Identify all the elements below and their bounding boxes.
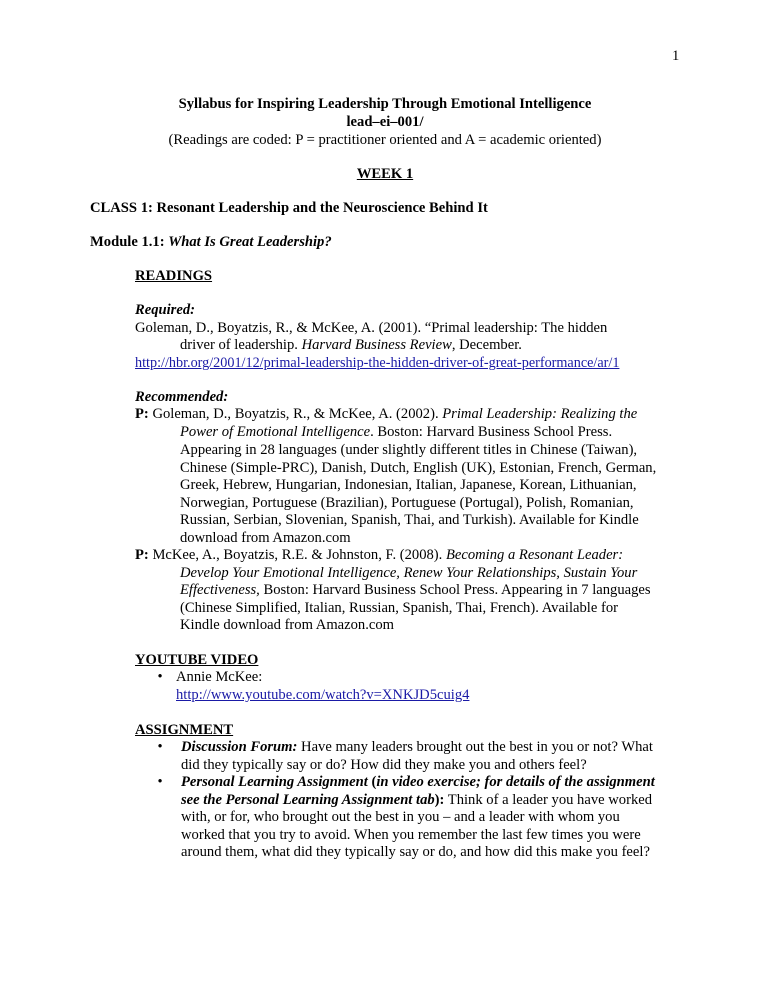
recommended-item-1-line1: P: Goleman, D., Boyatzis, R., & McKee, A. (2002). Primal Leadership: Realizing the: [135, 406, 638, 422]
readings-code-note: (Readings are coded: P = practitioner oriented and A = academic oriented): [168, 132, 602, 148]
personal-learning-line1: Personal Learning Assignment (in video exercise; for details of the assignment: [181, 774, 655, 790]
recommended-item-2-line4: (Chinese Simplified, Italian, Russian, Spanish, Thai, French). Available for: [180, 600, 619, 616]
class-heading: CLASS 1: Resonant Leadership and the Neuroscience Behind It: [90, 200, 488, 216]
reading-code: P:: [135, 547, 149, 563]
personal-learning-label: Personal Learning Assignment: [181, 774, 368, 790]
reading-code: P:: [135, 406, 149, 422]
recommended-label: Recommended:: [135, 389, 229, 405]
assignment-heading: ASSIGNMENT: [135, 722, 234, 738]
recommended-item-1-line5: Greek, Hebrew, Hungarian, Indonesian, Italian, Japanese, Korean, Lithuanian,: [180, 477, 637, 493]
module-title: What Is Great Leadership?: [168, 234, 332, 250]
bullet-icon: •: [157, 669, 163, 685]
youtube-heading: YOUTUBE VIDEO: [135, 652, 259, 668]
personal-learning-line2: see the Personal Learning Assignment tab): Think of a leader you have worked: [181, 792, 653, 808]
module-prefix: Module 1.1:: [90, 234, 165, 250]
discussion-forum-line1: Discussion Forum: Have many leaders brought out the best in you or not? What: [181, 739, 653, 755]
personal-learning-line4: worked that you try to avoid. When you remember the last few times you were: [181, 827, 641, 843]
youtube-video-link[interactable]: http://www.youtube.com/watch?v=XNKJD5cuig4: [176, 687, 470, 703]
course-code: lead–ei–001/: [346, 114, 424, 130]
recommended-item-2-line1: P: McKee, A., Boyatzis, R.E. & Johnston, F. (2008). Becoming a Resonant Leader:: [135, 547, 624, 563]
discussion-forum-line2: did they typically say or do? How did they make you and others feel?: [181, 757, 587, 773]
week-heading: WEEK 1: [356, 166, 414, 182]
syllabus-title: Syllabus for Inspiring Leadership Through Emotional Intelligence: [178, 96, 592, 112]
recommended-item-1-line7: Russian, Serbian, Slovenian, Spanish, Thai, and Turkish). Available for Kindle: [180, 512, 639, 528]
discussion-forum-label: Discussion Forum:: [181, 739, 298, 755]
personal-learning-line3: with, or for, who brought out the best in you – and a leader with whom you: [181, 809, 620, 825]
recommended-item-1-line4: Chinese (Simple-PRC), Danish, Dutch, English (UK), Estonian, French, German,: [180, 460, 657, 476]
hbr-article-link[interactable]: http://hbr.org/2001/12/primal-leadership-the-hidden-driver-of-great-performance/ar/1: [135, 355, 620, 371]
recommended-item-2-line3: Effectiveness, Boston: Harvard Business School Press. Appearing in 7 languages: [180, 582, 651, 598]
youtube-item-label: Annie McKee:: [176, 669, 263, 685]
readings-heading: READINGS: [135, 268, 213, 284]
personal-learning-line5: around them, what did they typically say or do, and how did this make you feel?: [181, 844, 650, 860]
recommended-item-1-line3: Appearing in 28 languages (under slightly different titles in Chinese (Taiwan),: [180, 442, 638, 458]
recommended-item-1-line2: Power of Emotional Intelligence. Boston: Harvard Business School Press.: [180, 424, 613, 440]
required-label: Required:: [135, 302, 195, 318]
recommended-item-2-line2: Develop Your Emotional Intelligence, Renew Your Relationships, Sustain Your: [180, 565, 638, 581]
page-number: 1: [672, 48, 680, 64]
required-citation-line1: Goleman, D., Boyatzis, R., & McKee, A. (2001). “Primal leadership: The hidden: [135, 320, 608, 336]
recommended-item-2-line5: Kindle download from Amazon.com: [180, 617, 394, 633]
journal-title: Harvard Business Review: [301, 337, 452, 353]
bullet-icon: •: [157, 739, 163, 755]
module-heading: [90, 233, 332, 251]
bullet-icon: •: [157, 774, 163, 790]
recommended-item-1-line8: download from Amazon.com: [180, 530, 351, 546]
recommended-item-1-line6: Norwegian, Portuguese (Brazilian), Portuguese (Portugal), Polish, Romanian,: [180, 495, 634, 511]
required-citation-line2: driver of leadership. Harvard Business Review, December.: [180, 337, 522, 353]
